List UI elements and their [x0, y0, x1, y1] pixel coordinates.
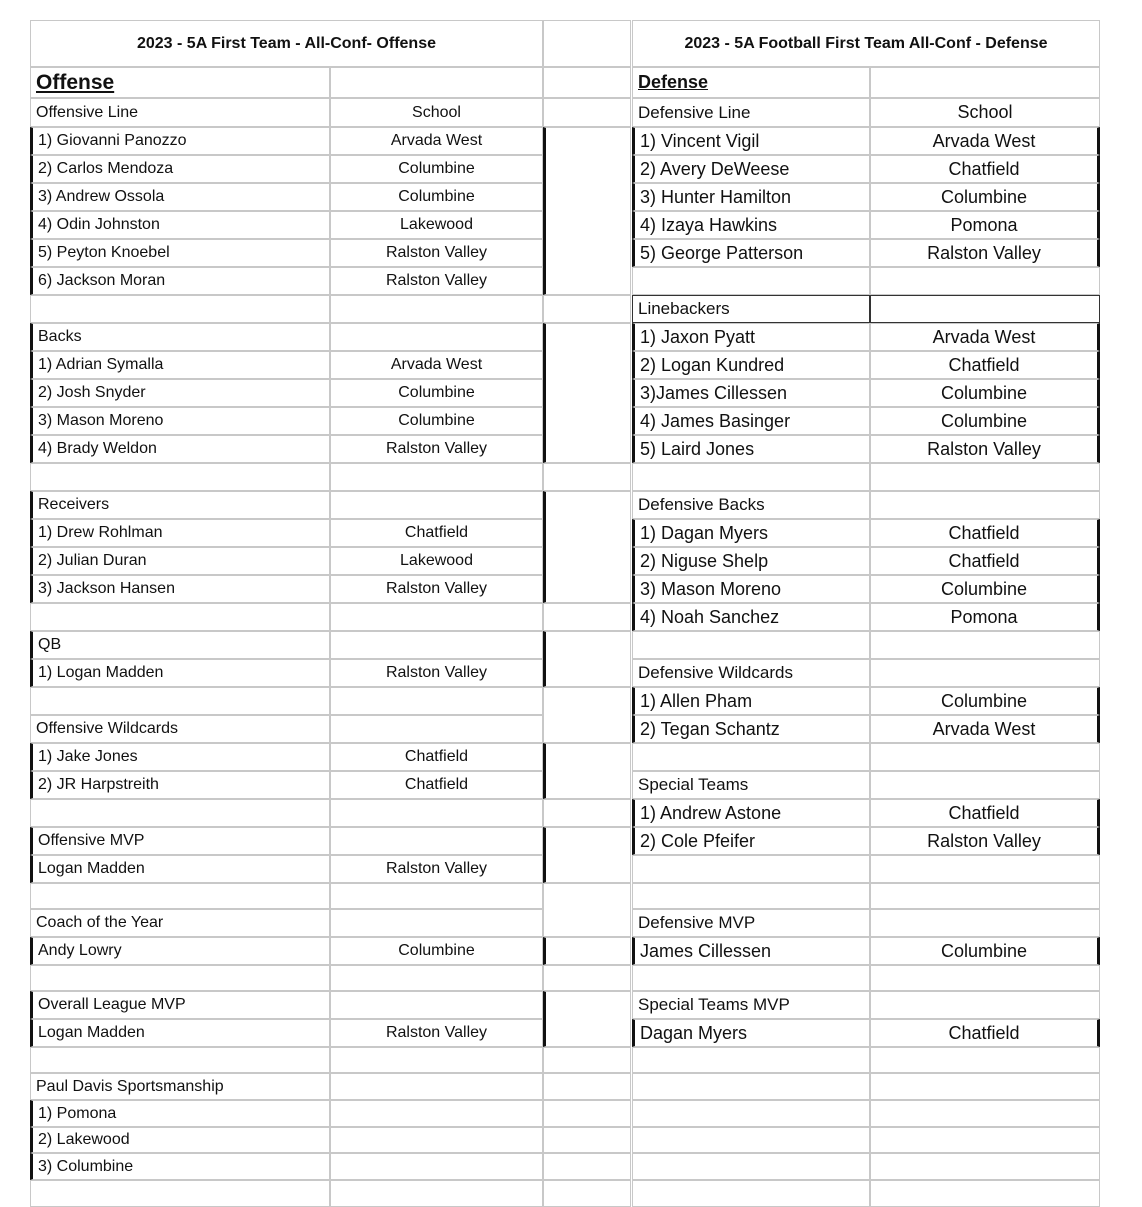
empty-cell — [330, 603, 543, 631]
player-name: 2) Niguse Shelp — [632, 547, 870, 575]
player-school: Columbine — [870, 687, 1100, 715]
player-school: Columbine — [330, 407, 543, 435]
empty-cell — [870, 1153, 1100, 1180]
player-name: 2) JR Harpstreith — [30, 771, 330, 799]
empty-cell — [330, 715, 543, 743]
empty-cell — [632, 1180, 870, 1207]
empty-cell — [870, 659, 1100, 687]
player-name: 5) Peyton Knoebel — [30, 239, 330, 267]
player-name: 1) Andrew Astone — [632, 799, 870, 827]
player-name: 6) Jackson Moran — [30, 267, 330, 295]
empty-cell — [632, 1073, 870, 1100]
team-name: 3) Columbine — [30, 1153, 330, 1180]
player-school: Columbine — [870, 183, 1100, 211]
empty-cell — [632, 965, 870, 991]
empty-cell — [330, 1127, 543, 1153]
empty-cell — [543, 631, 631, 687]
empty-cell — [870, 855, 1100, 883]
player-school: Ralston Valley — [870, 827, 1100, 855]
player-school: Columbine — [330, 937, 543, 965]
empty-cell — [543, 1047, 631, 1073]
player-name: 1) Dagan Myers — [632, 519, 870, 547]
group-defensive-mvp: Defensive MVP — [632, 909, 870, 937]
group-overall-league-mvp: Overall League MVP — [30, 991, 330, 1019]
empty-cell — [330, 1100, 543, 1127]
player-name: 2) Avery DeWeese — [632, 155, 870, 183]
empty-cell — [330, 687, 543, 715]
empty-cell — [543, 1180, 631, 1207]
empty-cell — [330, 991, 543, 1019]
empty-cell — [632, 267, 870, 295]
player-name: 4) Noah Sanchez — [632, 603, 870, 631]
player-name: 5) George Patterson — [632, 239, 870, 267]
player-school: Ralston Valley — [330, 659, 543, 687]
player-school: Ralston Valley — [330, 1019, 543, 1047]
empty-cell — [330, 827, 543, 855]
group-receivers: Receivers — [30, 491, 330, 519]
player-name: 3) Jackson Hansen — [30, 575, 330, 603]
player-name: 2) Josh Snyder — [30, 379, 330, 407]
player-school: Ralston Valley — [870, 435, 1100, 463]
group-qb: QB — [30, 631, 330, 659]
player-name: 2) Logan Kundred — [632, 351, 870, 379]
player-name: James Cillessen — [632, 937, 870, 965]
empty-cell — [870, 67, 1100, 98]
empty-cell — [30, 1180, 330, 1207]
school-column-header: School — [330, 98, 543, 127]
empty-cell — [632, 855, 870, 883]
empty-cell — [330, 295, 543, 323]
player-name: 1) Logan Madden — [30, 659, 330, 687]
group-defensive-wildcards: Defensive Wildcards — [632, 659, 870, 687]
player-school: Chatfield — [870, 1019, 1100, 1047]
empty-cell — [543, 463, 631, 491]
empty-cell — [870, 743, 1100, 771]
player-school: Ralston Valley — [330, 855, 543, 883]
player-name: 1) Drew Rohlman — [30, 519, 330, 547]
empty-cell — [543, 127, 631, 295]
empty-cell — [330, 491, 543, 519]
empty-cell — [870, 965, 1100, 991]
empty-cell — [870, 1073, 1100, 1100]
empty-cell — [543, 1100, 631, 1127]
player-school: Pomona — [870, 603, 1100, 631]
player-school: Arvada West — [330, 127, 543, 155]
empty-cell — [870, 267, 1100, 295]
player-name: 3) Andrew Ossola — [30, 183, 330, 211]
player-name: 1) Giovanni Panozzo — [30, 127, 330, 155]
player-school: Arvada West — [330, 351, 543, 379]
player-name: 3) Hunter Hamilton — [632, 183, 870, 211]
empty-cell — [30, 799, 330, 827]
player-name: 4) Odin Johnston — [30, 211, 330, 239]
group-defensive-line: Defensive Line — [632, 98, 870, 127]
player-name: 2) Tegan Schantz — [632, 715, 870, 743]
player-name: 3) Mason Moreno — [632, 575, 870, 603]
empty-cell — [30, 603, 330, 631]
empty-cell — [330, 323, 543, 351]
empty-cell — [543, 98, 631, 127]
player-school: Chatfield — [870, 547, 1100, 575]
empty-cell — [870, 491, 1100, 519]
empty-cell — [543, 743, 631, 799]
empty-cell — [543, 67, 631, 98]
empty-cell — [543, 1153, 631, 1180]
empty-cell — [330, 1073, 543, 1100]
empty-cell — [870, 295, 1100, 323]
player-school: Arvada West — [870, 323, 1100, 351]
empty-cell — [330, 1047, 543, 1073]
group-coach-of-year: Coach of the Year — [30, 909, 330, 937]
player-school: Chatfield — [330, 743, 543, 771]
empty-cell — [30, 295, 330, 323]
empty-cell — [870, 991, 1100, 1019]
empty-cell — [543, 1073, 631, 1100]
player-school: Chatfield — [330, 771, 543, 799]
player-name: 3)James Cillessen — [632, 379, 870, 407]
empty-cell — [870, 631, 1100, 659]
empty-cell — [543, 20, 631, 67]
empty-cell — [330, 1180, 543, 1207]
empty-cell — [632, 463, 870, 491]
defense-title: 2023 - 5A Football First Team All-Conf - Defense — [632, 20, 1100, 67]
empty-cell — [543, 603, 631, 631]
empty-cell — [632, 883, 870, 909]
player-school: Ralston Valley — [330, 435, 543, 463]
player-school: Columbine — [330, 183, 543, 211]
empty-cell — [870, 463, 1100, 491]
player-name: 1) Adrian Symalla — [30, 351, 330, 379]
empty-cell — [543, 323, 631, 463]
player-school: Chatfield — [330, 519, 543, 547]
empty-cell — [870, 1180, 1100, 1207]
empty-cell — [870, 1047, 1100, 1073]
player-name: 5) Laird Jones — [632, 435, 870, 463]
empty-cell — [543, 799, 631, 827]
player-school: Chatfield — [870, 155, 1100, 183]
empty-cell — [543, 491, 631, 603]
group-offensive-wildcards: Offensive Wildcards — [30, 715, 330, 743]
empty-cell — [30, 687, 330, 715]
player-school: Columbine — [870, 575, 1100, 603]
empty-cell — [330, 67, 543, 98]
empty-cell — [543, 687, 631, 743]
player-school: Ralston Valley — [330, 575, 543, 603]
group-sportsmanship: Paul Davis Sportsmanship — [30, 1073, 330, 1100]
player-school: Columbine — [870, 407, 1100, 435]
player-name: 1) Allen Pham — [632, 687, 870, 715]
team-name: 2) Lakewood — [30, 1127, 330, 1153]
empty-cell — [543, 991, 631, 1047]
player-name: 1) Vincent Vigil — [632, 127, 870, 155]
player-school: Pomona — [870, 211, 1100, 239]
empty-cell — [30, 1047, 330, 1073]
empty-cell — [870, 909, 1100, 937]
player-name: 4) Brady Weldon — [30, 435, 330, 463]
player-school: Arvada West — [870, 715, 1100, 743]
empty-cell — [330, 463, 543, 491]
group-offensive-line: Offensive Line — [30, 98, 330, 127]
player-school: Ralston Valley — [330, 239, 543, 267]
player-school: Columbine — [330, 379, 543, 407]
player-school: Ralston Valley — [330, 267, 543, 295]
empty-cell — [632, 631, 870, 659]
player-school: Lakewood — [330, 211, 543, 239]
team-name: 1) Pomona — [30, 1100, 330, 1127]
empty-cell — [632, 1127, 870, 1153]
empty-cell — [330, 799, 543, 827]
player-name: 1) Jaxon Pyatt — [632, 323, 870, 351]
empty-cell — [870, 1100, 1100, 1127]
empty-cell — [632, 1047, 870, 1073]
empty-cell — [30, 965, 330, 991]
group-special-teams: Special Teams — [632, 771, 870, 799]
group-defensive-backs: Defensive Backs — [632, 491, 870, 519]
empty-cell — [30, 463, 330, 491]
player-school: Columbine — [870, 937, 1100, 965]
empty-cell — [543, 937, 631, 965]
empty-cell — [632, 1153, 870, 1180]
player-school: Columbine — [870, 379, 1100, 407]
empty-cell — [543, 883, 631, 937]
player-name: 4) James Basinger — [632, 407, 870, 435]
school-column-header: School — [870, 98, 1100, 127]
group-backs: Backs — [30, 323, 330, 351]
group-special-teams-mvp: Special Teams MVP — [632, 991, 870, 1019]
empty-cell — [330, 909, 543, 937]
player-name: 2) Cole Pfeifer — [632, 827, 870, 855]
player-school: Arvada West — [870, 127, 1100, 155]
empty-cell — [330, 631, 543, 659]
group-offensive-mvp: Offensive MVP — [30, 827, 330, 855]
player-name: 1) Jake Jones — [30, 743, 330, 771]
empty-cell — [870, 883, 1100, 909]
offense-title: 2023 - 5A First Team - All-Conf- Offense — [30, 20, 543, 67]
player-school: Chatfield — [870, 351, 1100, 379]
empty-cell — [870, 1127, 1100, 1153]
player-school: Chatfield — [870, 519, 1100, 547]
player-name: 2) Julian Duran — [30, 547, 330, 575]
empty-cell — [543, 1127, 631, 1153]
defense-section-label: Defense — [632, 67, 870, 98]
empty-cell — [632, 1100, 870, 1127]
offense-section-label: Offense — [30, 67, 330, 98]
player-school: Chatfield — [870, 799, 1100, 827]
empty-cell — [330, 1153, 543, 1180]
player-school: Ralston Valley — [870, 239, 1100, 267]
group-linebackers: Linebackers — [632, 295, 870, 323]
empty-cell — [30, 883, 330, 909]
empty-cell — [543, 965, 631, 991]
player-name: 2) Carlos Mendoza — [30, 155, 330, 183]
empty-cell — [543, 827, 631, 883]
player-school: Lakewood — [330, 547, 543, 575]
empty-cell — [632, 743, 870, 771]
player-name: Dagan Myers — [632, 1019, 870, 1047]
player-name: Logan Madden — [30, 855, 330, 883]
empty-cell — [870, 771, 1100, 799]
empty-cell — [330, 883, 543, 909]
player-name: Andy Lowry — [30, 937, 330, 965]
empty-cell — [543, 295, 631, 323]
player-name: Logan Madden — [30, 1019, 330, 1047]
player-name: 3) Mason Moreno — [30, 407, 330, 435]
empty-cell — [330, 965, 543, 991]
player-name: 4) Izaya Hawkins — [632, 211, 870, 239]
player-school: Columbine — [330, 155, 543, 183]
